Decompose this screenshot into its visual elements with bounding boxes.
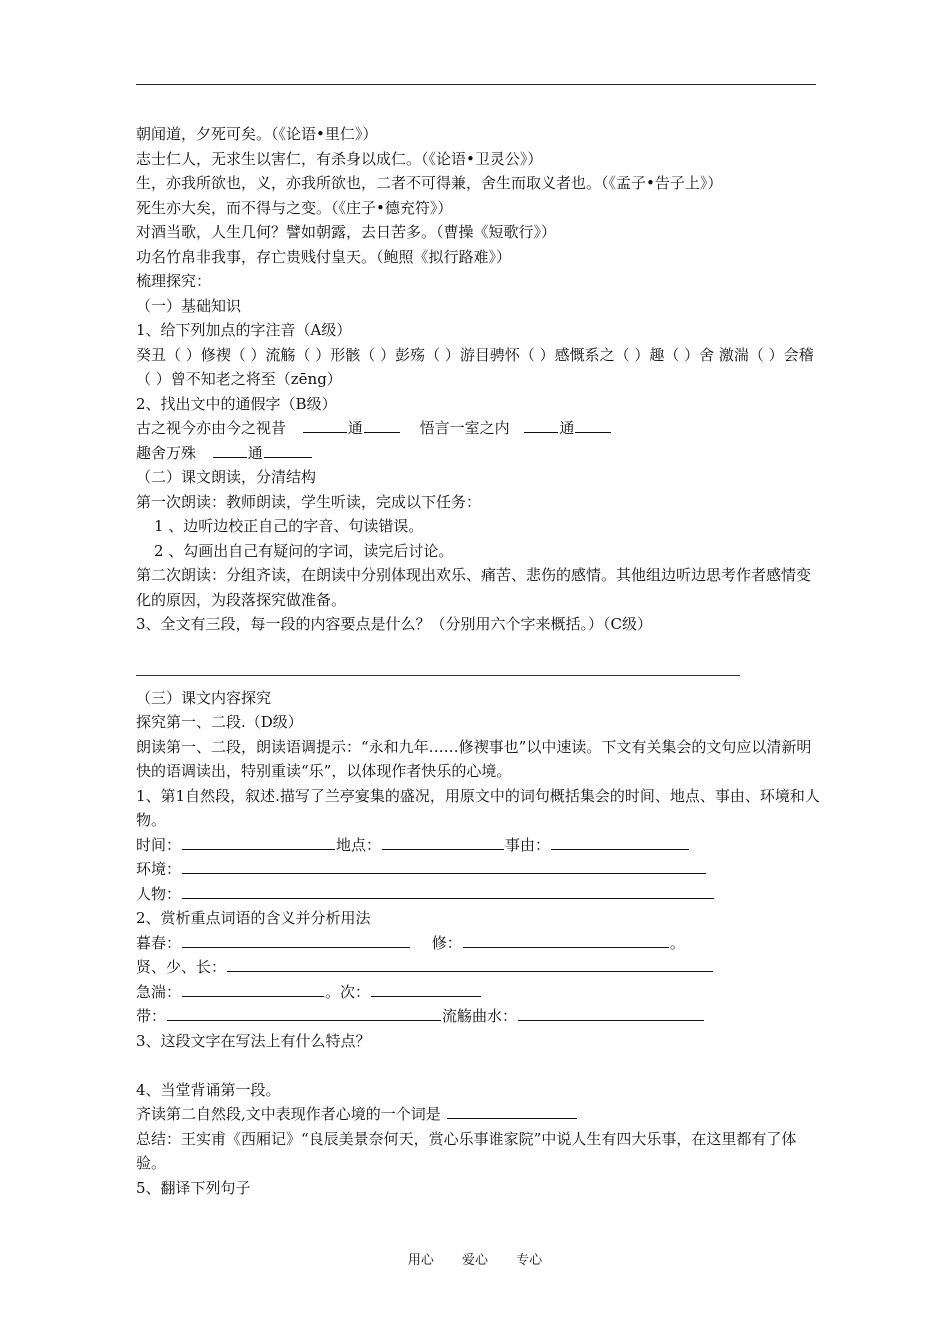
reading-1: 第一次朗读：教师朗读，学生听读，完成以下任务： <box>136 492 482 511</box>
question-s3-2: 2、赏析重点词语的含义并分析用法 <box>136 909 371 927</box>
question-s3-1: 1、第1自然段，叙述.描写了兰亭宴集的盛况，用原文中的词句概括集会的时间、地点、事由、环境和人物。 <box>136 786 820 829</box>
fill-line-jituan <box>136 980 820 1005</box>
dai-blank[interactable] <box>167 1006 441 1021</box>
question-1: 1、给下列加点的字注音（A级） <box>136 321 352 339</box>
subsection-title: （一）基础知识 <box>136 296 242 315</box>
xiu-blank[interactable] <box>463 933 669 948</box>
jituan-blank[interactable] <box>182 982 324 997</box>
answer-blank[interactable] <box>575 418 611 433</box>
document-body <box>136 122 820 1200</box>
period: 。 <box>669 933 685 952</box>
tongjia-line-2 <box>136 441 820 466</box>
quote-line: 志士仁人，无求生以害仁，有杀身以成仁。（《论语•卫灵公》） <box>136 149 543 168</box>
label-jituan: 急湍： <box>136 982 182 1001</box>
mood-prompt: 齐读第二自然段,文中表现作者心境的一个词是 <box>136 1105 441 1123</box>
answer-blank[interactable] <box>524 418 558 433</box>
fill-line-muchun <box>136 931 820 956</box>
label-env: 环境： <box>136 860 182 878</box>
fill-line-people <box>136 882 820 907</box>
answer-blank[interactable] <box>364 418 400 433</box>
label-dai: 带： <box>136 1007 167 1025</box>
people-blank[interactable] <box>182 884 714 899</box>
time-blank[interactable] <box>182 835 335 850</box>
tong-label: 通 <box>559 419 575 437</box>
mood-blank[interactable] <box>447 1104 577 1119</box>
label-place: 地点： <box>336 835 382 854</box>
question-2: 2、找出文中的通假字（B级） <box>136 394 337 413</box>
quote-line: 死生亦大矣，而不得与之变。（《庄子•德充符》） <box>136 198 453 217</box>
place-blank[interactable] <box>382 835 504 850</box>
xian-blank[interactable] <box>227 957 713 972</box>
tongjia-phrase: 古之视今亦由今之视昔 <box>136 419 287 437</box>
answer-blank[interactable] <box>303 418 347 433</box>
label-xian: 贤、少、长： <box>136 958 227 976</box>
fill-line-mood <box>136 1102 820 1127</box>
answer-rule[interactable] <box>136 661 820 686</box>
label-liushang: 流觞曲水： <box>442 1007 518 1025</box>
subsection-title: （二）课文朗读，分清结构 <box>136 468 317 486</box>
label-people: 人物： <box>136 884 182 903</box>
fill-line-dai <box>136 1004 820 1029</box>
reason-blank[interactable] <box>551 835 689 850</box>
task-2: 2 、勾画出自己有疑问的字词，读完后讨论。 <box>154 541 454 560</box>
liushang-blank[interactable] <box>518 1006 704 1021</box>
pinyin-items: 癸丑（ ）修禊（ ）流觞（ ）形骸（ ）彭殇（ ）游目骋怀（ ）感慨系之（ ）趣（ ）舍 激湍（ ）会稽（ ）曾不知老之将至（zēng） <box>136 345 814 388</box>
env-blank[interactable] <box>182 859 706 874</box>
footer-word: 爱心 <box>461 1253 488 1268</box>
quote-line: 生，亦我所欲也，义，亦我所欲也，二者不可得兼，舍生而取义者也。（《孟子•告子上》） <box>136 174 723 192</box>
question-3: 3、全文有三段，每一段的内容要点是什么？（分别用六个字来概括。）（C级） <box>136 615 653 633</box>
answer-blank[interactable] <box>264 443 312 458</box>
header-rule <box>136 84 816 85</box>
reading-2: 第二次朗读：分组齐读，在朗读中分别体现出欢乐、痛苦、悲伤的感情。其他组边听边思考作者感情变化的原因，为段落探究做准备。 <box>136 566 812 609</box>
quote-line: 对酒当歌，人生几何？譬如朝露，去日苦多。（曹操《短歌行》） <box>136 223 557 241</box>
fill-line-xian <box>136 955 820 980</box>
fill-line-time <box>136 833 820 858</box>
quote-line: 朝闻道，夕死可矣。（《论语•里仁》） <box>136 125 378 143</box>
reading-hint: 朗读第一、二段，朗读语调提示：“永和九年……修禊事也”以中速读。下文有关集会的文句应以清新明快的语调读出，特别重读“乐”，以体现作者快乐的心境。 <box>136 737 812 780</box>
section-heading: 梳理探究： <box>136 272 212 290</box>
label-time: 时间： <box>136 835 182 854</box>
ci-blank[interactable] <box>371 982 481 997</box>
label-xiu: 修： <box>431 933 462 952</box>
task-1: 1 、边听边校正自己的字音、句读错误。 <box>154 517 424 535</box>
footer-word: 用心 <box>407 1253 434 1268</box>
quote-line: 功名竹帛非我事，存亡贵贱付皇天。（鲍照《拟行路难》） <box>136 247 512 266</box>
subsection-subtitle: 探究第一、二段.（D级） <box>136 713 303 731</box>
subsection-title: （三）课文内容探究 <box>136 688 272 707</box>
question-s3-3: 3、这段文字在写法上有什么特点？ <box>136 1031 371 1050</box>
fill-line-env <box>136 857 820 882</box>
footer-word: 专心 <box>516 1253 543 1268</box>
question-s3-4: 4、当堂背诵第一段。 <box>136 1080 281 1099</box>
answer-blank[interactable] <box>213 443 247 458</box>
tong-label: 通 <box>347 419 363 437</box>
tongjia-phrase: 趣舍万殊 <box>136 443 197 462</box>
muchun-blank[interactable] <box>182 933 410 948</box>
label-muchun: 暮春： <box>136 933 182 952</box>
label-reason: 事由： <box>505 835 551 854</box>
tongjia-phrase: 悟言一室之内 <box>419 419 510 437</box>
page-footer <box>0 1249 950 1268</box>
tongjia-line-1 <box>136 416 820 441</box>
tong-label: 通 <box>247 443 263 462</box>
summary: 总结：王实甫《西厢记》“良辰美景奈何天，赏心乐事谁家院”中说人生有四大乐事，在这里都有了体验。 <box>136 1129 797 1172</box>
label-ci: 。次： <box>325 982 371 1001</box>
question-s3-5: 5、翻译下列句子 <box>136 1178 251 1197</box>
